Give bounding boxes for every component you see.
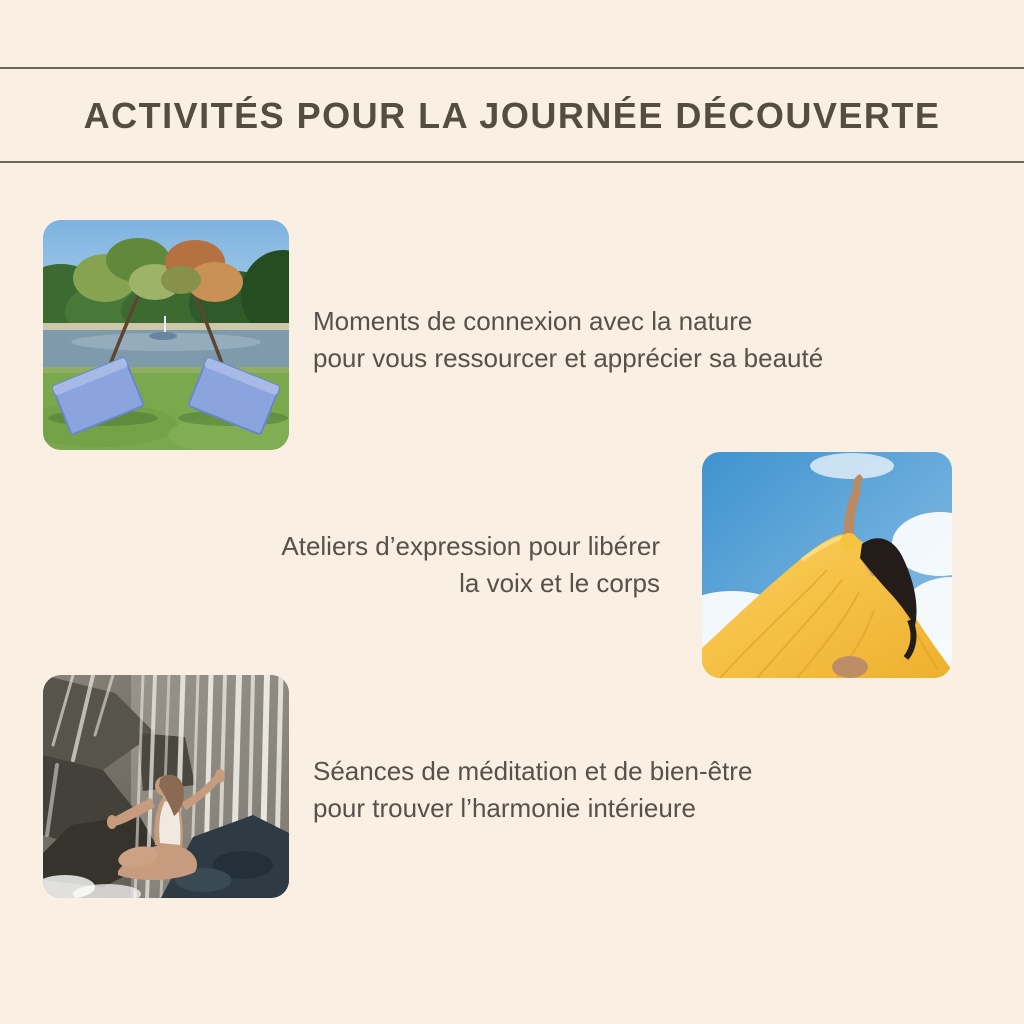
- page-title: ACTIVITÉS POUR LA JOURNÉE DÉCOUVERTE: [83, 95, 941, 136]
- nature-photo: [43, 220, 289, 450]
- yellow-dress-illustration: [702, 452, 952, 678]
- activity-text-meditation: [313, 753, 752, 827]
- divider-bottom: [0, 161, 1024, 163]
- activity-text-line: pour vous ressourcer et apprécier sa beauté: [313, 343, 824, 373]
- activity-text-expression: [281, 528, 660, 602]
- activity-text-line: pour trouver l’harmonie intérieure: [313, 793, 696, 823]
- activity-text-line: Séances de méditation et de bien-être: [313, 756, 753, 786]
- activity-text-line: Ateliers d’expression pour libérer: [281, 531, 660, 561]
- activity-text-nature: [313, 303, 823, 377]
- meditation-photo: [43, 675, 289, 898]
- activity-text-line: la voix et le corps: [459, 568, 660, 598]
- waterfall-illustration: [43, 675, 289, 898]
- activity-text-line: Moments de connexion avec la nature: [313, 306, 753, 336]
- expression-photo: [702, 452, 952, 678]
- park-pond-illustration: [43, 220, 289, 450]
- divider-top: [0, 67, 1024, 69]
